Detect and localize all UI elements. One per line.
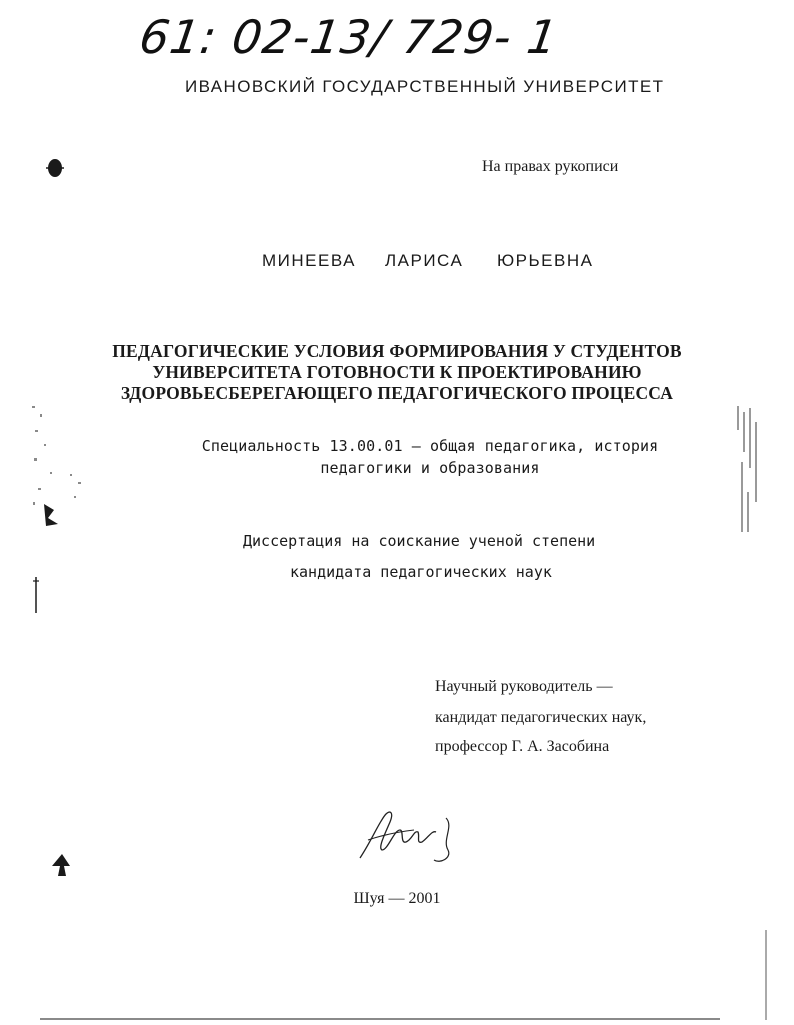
author-first-name: ЛАРИСА (385, 251, 464, 270)
specialty (150, 435, 710, 479)
advisor-role: Научный руководитель — (435, 678, 613, 695)
author-surname: МИНЕЕВА (262, 251, 356, 270)
scan-artifact-right-edge (735, 402, 765, 542)
handwritten-catalog-number: 61: 02-13/ 729- 1 (136, 10, 562, 64)
scan-artifact-vertical-line (762, 930, 772, 1020)
dissertation-type: Диссертация на соискание ученой степени (243, 532, 596, 550)
title-line: УНИВЕРСИТЕТА ГОТОВНОСТИ К ПРОЕКТИРОВАНИЮ (152, 362, 642, 382)
scan-artifact-bracket (30, 575, 42, 615)
specialty-line: Специальность 13.00.01 — общая педагогика, история (201, 437, 659, 455)
scan-artifact-speckles (30, 400, 100, 540)
degree-sought: кандидата педагогических наук (290, 563, 552, 581)
author-patronymic: ЮРЬЕВНА (497, 251, 594, 270)
scan-artifact-dot (46, 156, 66, 180)
signature-image (350, 800, 470, 870)
scan-artifact-bottom-line (40, 1016, 720, 1022)
rights-notice: На правах рукописи (482, 158, 619, 175)
title-line: ЗДОРОВЬЕСБЕРЕГАЮЩЕГО ПЕДАГОГИЧЕСКОГО ПРОЦЕССА (120, 383, 674, 403)
advisor-degree: кандидат педагогических наук, (435, 709, 647, 726)
title-line: ПЕДАГОГИЧЕСКИЕ УСЛОВИЯ ФОРМИРОВАНИЯ У СТУДЕНТОВ (112, 341, 682, 361)
dissertation-title (0, 341, 794, 404)
place-and-year: Шуя — 2001 (353, 890, 441, 907)
specialty-line: педагогики и образования (320, 459, 540, 477)
scan-artifact-arrow (50, 852, 72, 878)
advisor-name: профессор Г. А. Засобина (435, 738, 610, 755)
university-name: ИВАНОВСКИЙ ГОСУДАРСТВЕННЫЙ УНИВЕРСИТЕТ (185, 77, 665, 96)
